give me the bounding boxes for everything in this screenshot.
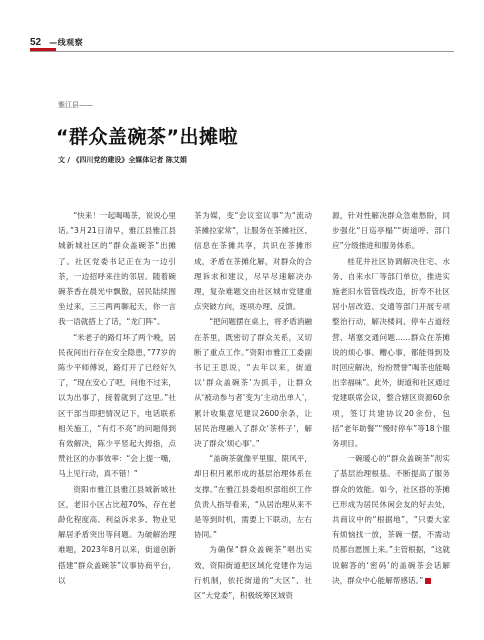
- section-label: —线观察: [49, 37, 84, 47]
- column-2: [194, 208, 312, 603]
- paragraph: “快来！一起喝喝茶，说说心里话。”3月21日清早，雅江县雅江县城新城社区的“群众盖碗茶”出摊了。社区党委书记正在为一边引茶，一边招呼来往的邻居。随着碗碗茶香在晨光中飘散，居民陆续围坐过来，三三两两聊起天，你一言我一语就搭上了话，“龙门阵”。: [58, 211, 176, 327]
- paragraph: 源，针对性解决群众急难愁盼，同步强化“日巡亭榻”“街道呼、部门应”分级推进和服务体系。: [332, 211, 450, 251]
- paragraph: 资阳市雅江县雅江县城新城社区，老旧小区占比超70%，存在老龄化程度高、利益诉求多、物业见解居矛盾突出等问题。为破解治理难题，2023年8月以来，街道创新搭建“群众盖碗茶”议事协商平台，以: [58, 484, 176, 585]
- paragraph: 一碗暖心的“群众盖碗茶”沏实了基层治理根基。不断提高了服务群众的效能。如今，社区搭的茶摊已形成为居民休闲会友的好去处，共商议中的“根据地”，“只要大家有烦恼找一放，茶碗一摆，不需动员都自愿围上来。”主管根据，“这就说解答的‘密码’的盖碗茶会话解决，群众中心能解帮感话。”: [332, 454, 450, 585]
- end-mark-icon: [425, 578, 431, 584]
- page-number: 52: [30, 36, 42, 48]
- article-byline: 文 / 《四川党的建设》全媒体记者 陈艾娟: [58, 156, 187, 164]
- header-divider: [30, 51, 454, 52]
- header-accent-bar: [30, 48, 56, 51]
- column-3: [332, 208, 450, 588]
- paragraph: “把问题摆在桌上，将矛盾消融在茶里，既密切了群众关系，又切断了重点工作。”资阳市雅江工委副书记王思说，“去年以来，街道以‘群众盖碗茶’为抓手，让群众从‘被动参与者’变为‘主动出单人’，累计收集意见建议2600余条，让居民治理融入了群众‘茶杯子’，解决了群众‘烦心事’。”: [194, 317, 312, 449]
- column-1: [58, 208, 176, 588]
- page-header: [30, 35, 83, 49]
- article-location: 雅江县——: [58, 101, 93, 109]
- paragraph: “米老子的路灯坏了两个晚，居民夜间出行存在安全隐患，”77岁的陈少平师傅说，路灯开了已经好久了，“现在安心了吧，问他不过来，以为出事了，接着就到了这里。”社区干部当即把情况记下，电话联系相关施工，“有灯不亮”的问题得到有效解决，陈少平竖起大拇指，点赞社区的办事效率：“会上提一嘴，马上见行动，真不错！”: [58, 332, 176, 479]
- paragraph: 为确保“群众盖碗茶”唱出实效，资阳街道把区域化党建作为运行机制，依托街道的“大区”、社区“大党委”，积极统筹区域资: [194, 545, 312, 601]
- paragraph: “盖碗茶就像平里服、限风平，却日积月累形成的基层治理体系在支撑。”在雅江县委组织部组织工作负责人指导看来，“从居治理从来不是等到时机，需要上下联动，左右协同。”: [194, 454, 312, 540]
- article-body: [58, 208, 452, 608]
- paragraph: 茶为媒，变“会议室议事”为“流动茶摊拉家常”，让服务在茶摊社区、信息在茶摊共享，共识在茶摊形成，矛盾在茶摊化解，对群众的合理诉求和建议，尽早尽速解决办理，复杂难题交由社区城市党建重点突破方向，逐项办理、反馈。: [194, 211, 312, 312]
- article-title: “群众盖碗茶”出摊啦: [56, 126, 238, 148]
- paragraph: 桂花井社区协调解决住宅、水务、自来水厂等部门单位，推进实施老旧水管管线改造，折寿不社区居小居改造、交通等部门开展专项整治行动，解决楼间、停车占道经营、堵塞交通问题……群众在茶摊说的烦心事、糟心事，都能得到及时回应解决，纷纷赞誉“喝茶也能喝出幸福味”。此外，街道和社区通过党建联席会议，整合辖区资源60余项，签订共建协议20余份，包括“老年助餐”“慢时停车”等18个服务项目。: [332, 256, 450, 449]
